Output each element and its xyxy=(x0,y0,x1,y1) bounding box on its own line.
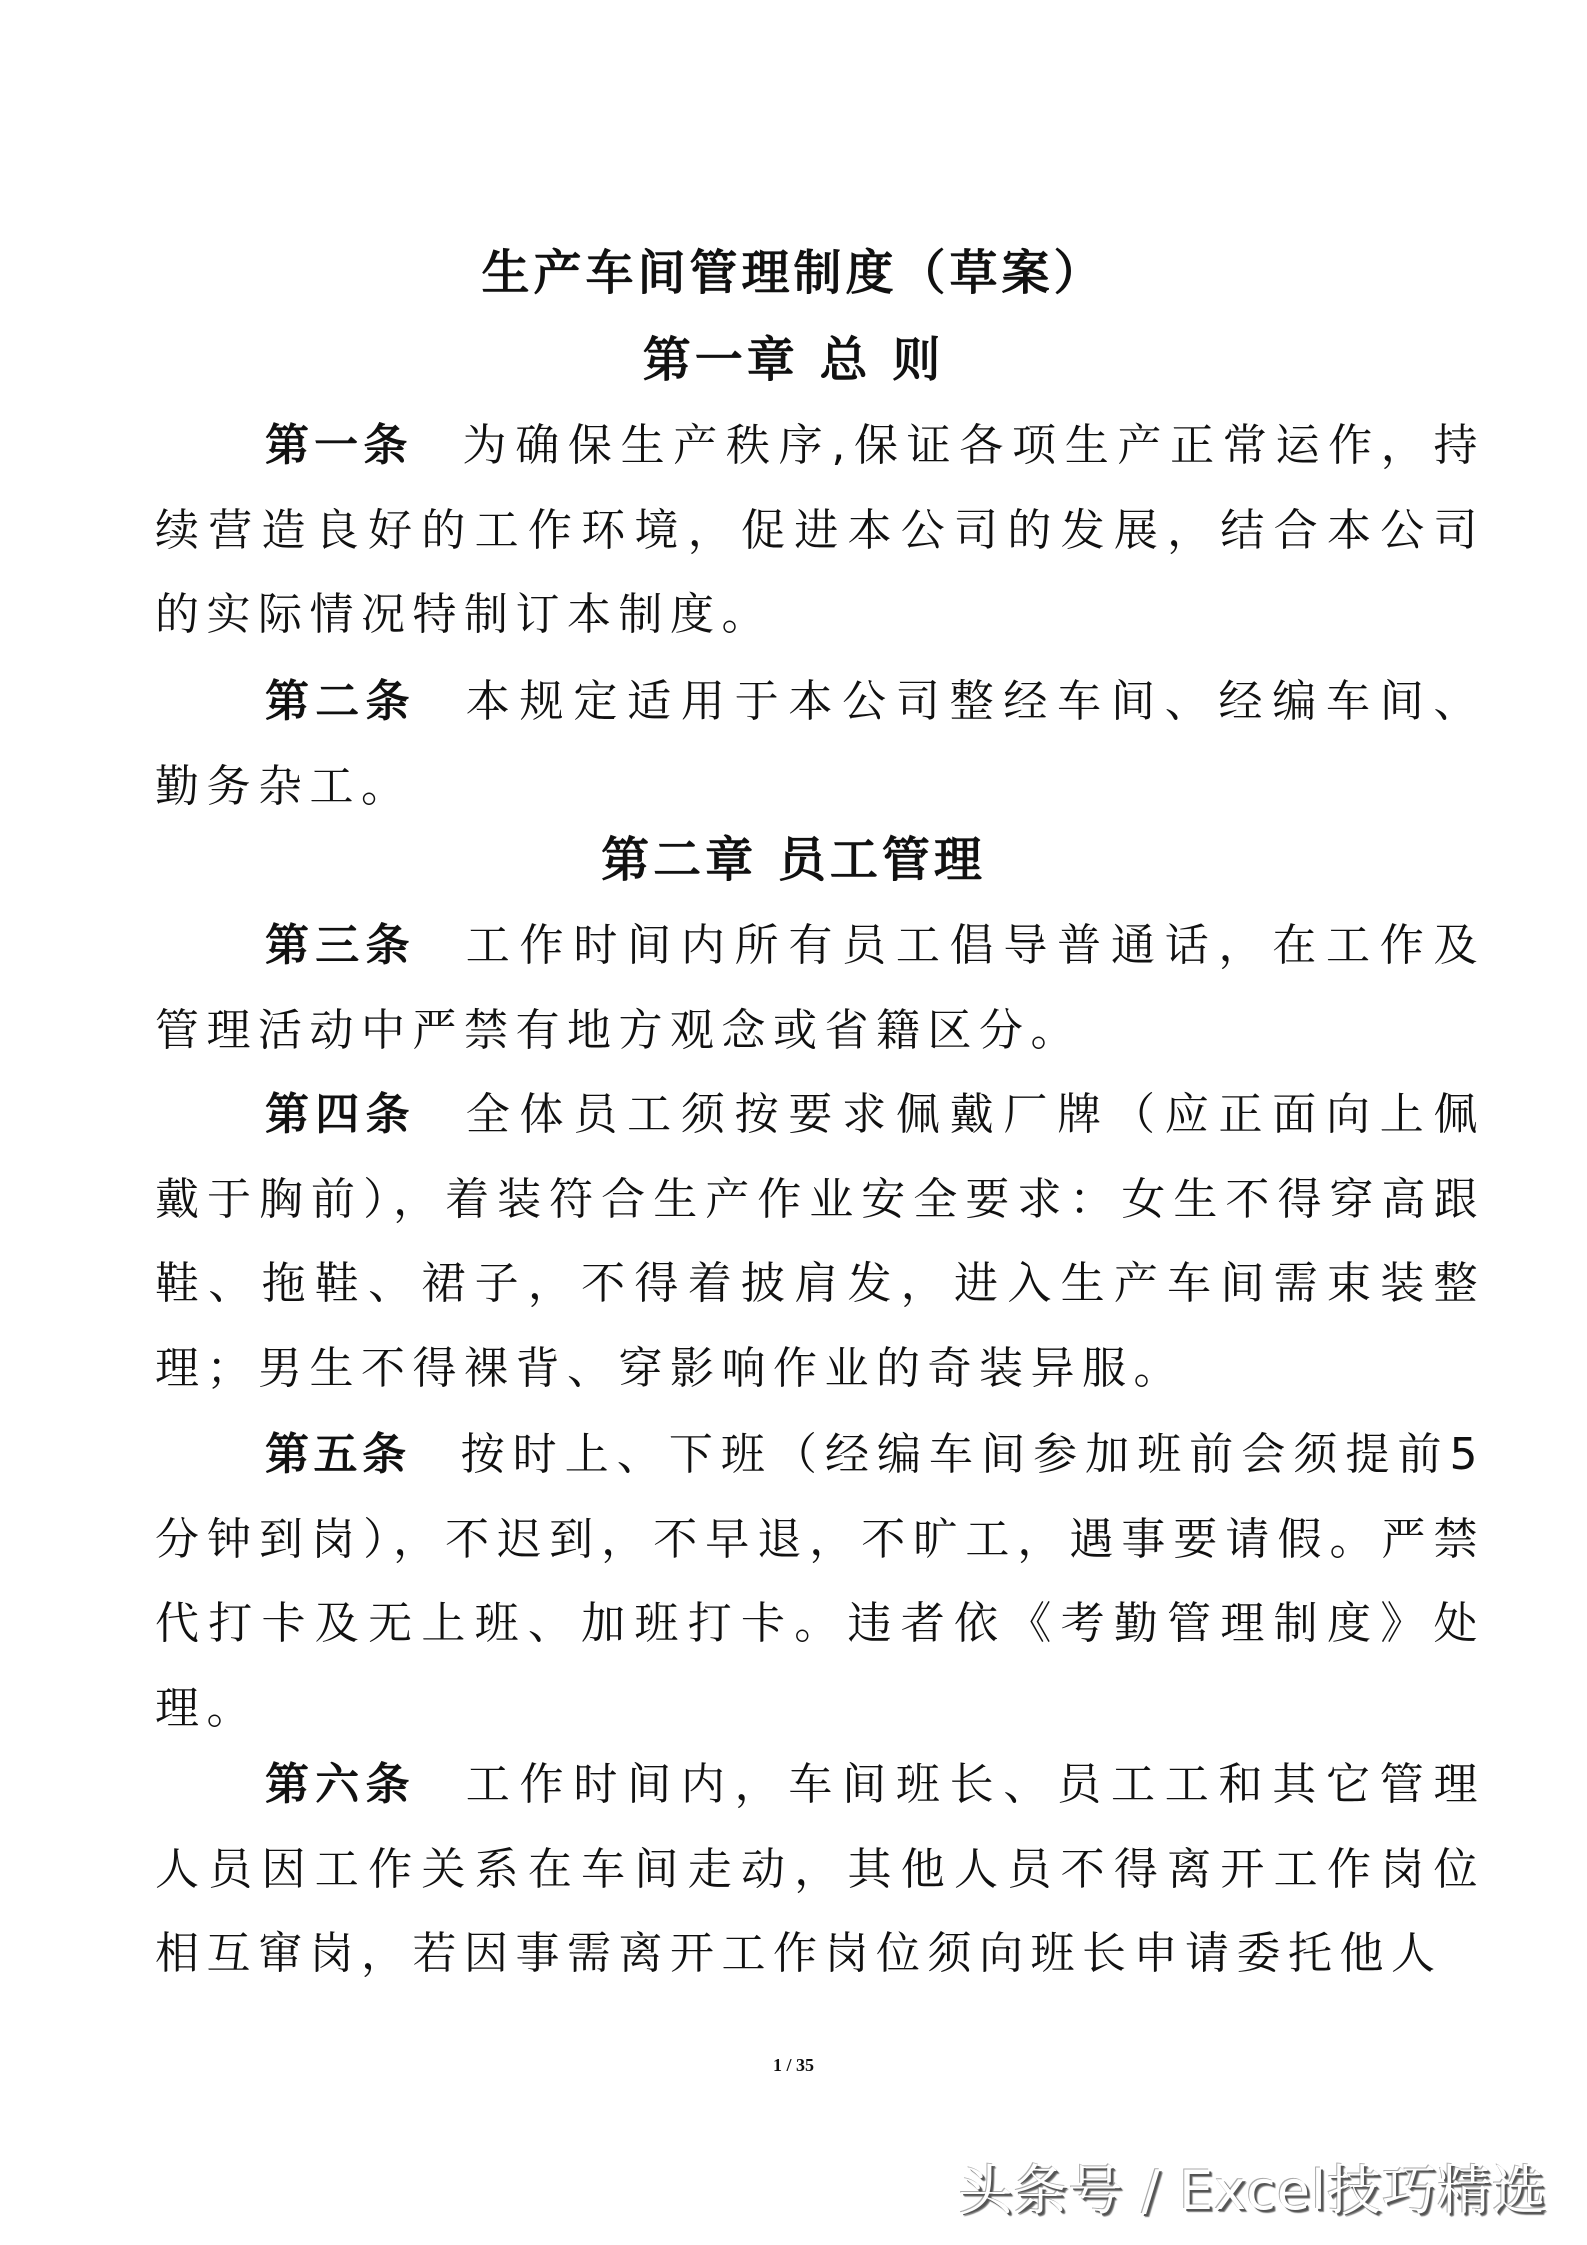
article-text: 全体员工须按要求佩戴厂牌（应正面向上佩戴于胸前），着装符合生产作业安全要求：女生不得穿高跟鞋、拖鞋、裙子，不得着披肩发，进入生产车间需束装整理；男生不得裸背、穿影响作业的奇装异服。 xyxy=(155,1089,1486,1394)
page-number: 1 / 35 xyxy=(772,2055,814,2075)
article-6 xyxy=(155,1743,1485,1997)
article-5 xyxy=(155,1413,1485,1751)
article-label: 第五条 xyxy=(265,1429,411,1480)
article-text: 为确保生产秩序,保证各项生产正常运作，持续营造良好的工作环境，促进本公司的发展，结合本公司的实际情况特制订本制度。 xyxy=(155,420,1485,640)
article-text: 本规定适用于本公司整经车间、经编车间、勤务杂工。 xyxy=(155,676,1486,812)
article-text: 按时上、下班（经编车间参加班前会须提前5分钟到岗），不迟到，不早退，不旷工，遇事要请假。严禁代打卡及无上班、加班打卡。违者依《考勤管理制度》处理。 xyxy=(155,1429,1485,1734)
article-text: 工作时间内，车间班长、员工工和其它管理人员因工作关系在车间走动，其他人员不得离开工作岗位相互窜岗，若因事需离开工作岗位须向班长申请委托他人 xyxy=(155,1759,1486,1979)
article-label: 第一条 xyxy=(265,420,413,471)
article-3 xyxy=(155,904,1485,1073)
article-4 xyxy=(155,1073,1485,1411)
chapter-heading-2: 第二章 员工管理 xyxy=(601,832,986,888)
watermark: 头条号 / Excel技巧精选 xyxy=(958,2159,1547,2222)
article-label: 第六条 xyxy=(265,1759,416,1810)
document-title: 生产车间管理制度（草案） xyxy=(481,245,1106,301)
article-1 xyxy=(155,404,1485,658)
chapter-heading-1: 第一章 总 则 xyxy=(642,332,945,388)
article-label: 第三条 xyxy=(265,920,416,971)
article-label: 第四条 xyxy=(265,1089,416,1140)
article-text: 工作时间内所有员工倡导普通话，在工作及管理活动中严禁有地方观念或省籍区分。 xyxy=(155,920,1486,1056)
article-label: 第二条 xyxy=(265,676,416,727)
article-2 xyxy=(155,660,1485,829)
